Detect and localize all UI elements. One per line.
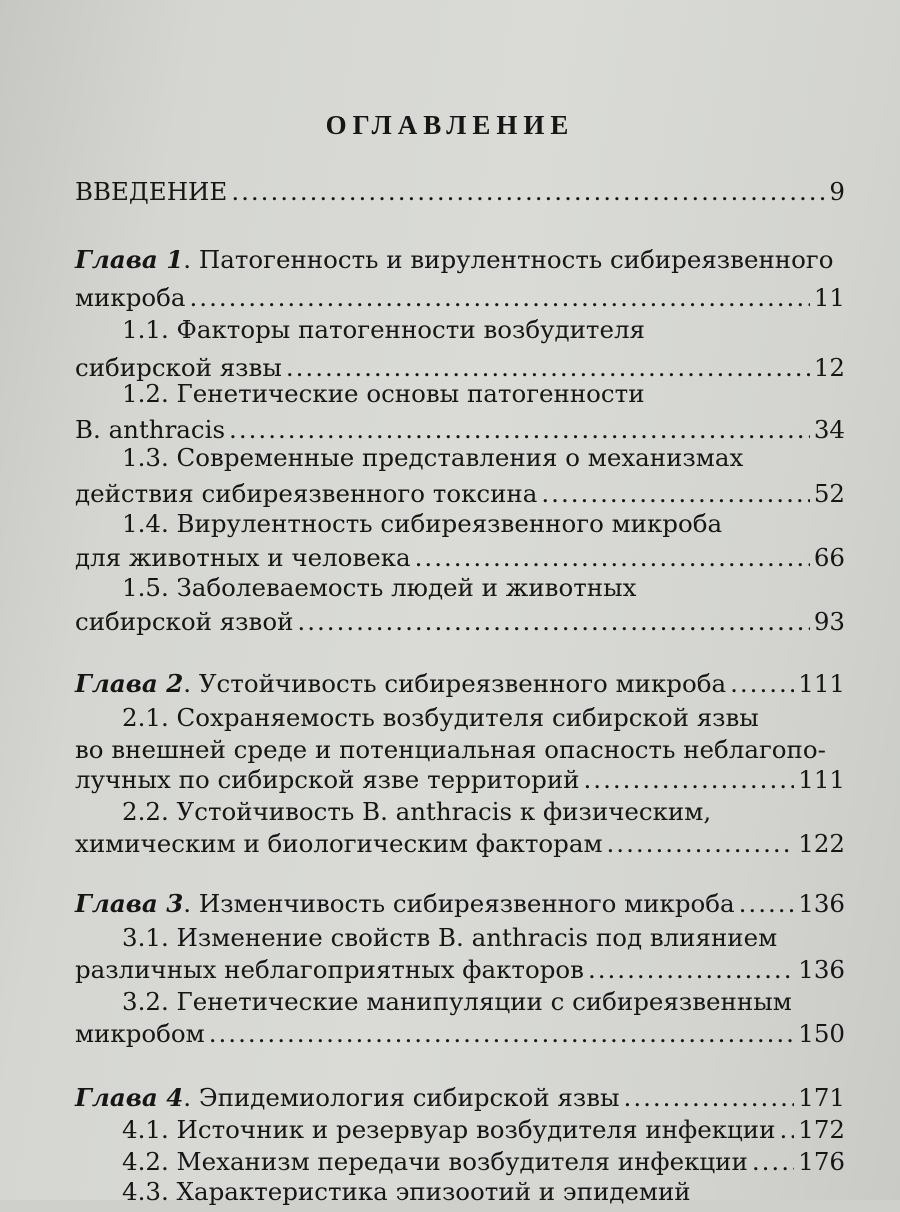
section-title: 4.2. Механизм передачи возбудителя инфекции [122, 1147, 748, 1176]
chapter-title: . Эпидемиология сибирской язвы [183, 1083, 620, 1112]
section-title: 2.2. Устойчивость B. anthracis к физическим, [122, 797, 712, 826]
chapter-title: микроба [75, 283, 186, 312]
leader-dots [231, 172, 825, 211]
section-title: сибирской язвы [75, 353, 282, 382]
page-number: 150 [798, 1019, 845, 1048]
section-title: во внешней среде и потенциальная опасность неблагопо- [75, 735, 826, 764]
section-title: 4.3. Характеристика эпизоотий и эпидемий [122, 1177, 691, 1206]
page-number: 176 [798, 1147, 845, 1176]
section-entry [75, 374, 845, 414]
section-entry-cont [75, 1014, 845, 1054]
section-title: 1.2. Генетические основы патогенности [122, 379, 645, 408]
toc-title: ОГЛАВЛЕНИЕ [325, 110, 575, 140]
page-number: 122 [798, 829, 845, 858]
section-title: различных неблагоприятных факторов [75, 955, 584, 984]
chapter-label: Глава 1 [75, 245, 184, 274]
section-title: 1.5. Заболеваемость людей и животных [122, 573, 637, 602]
section-title: действия сибиреязвенного токсина [75, 479, 538, 508]
section-entry [75, 438, 845, 478]
page-number: 136 [798, 955, 845, 984]
section-title: 1.1. Факторы патогенности возбудителя [122, 315, 646, 344]
chapter-title: . Патогенность и вирулентность сибиреязвенного [183, 245, 834, 274]
page-number: 136 [798, 889, 845, 918]
chapter-label: Глава 4 [75, 1083, 184, 1112]
section-title: 2.1. Сохраняемость возбудителя сибирской язвы [122, 703, 759, 732]
chapter-title: . Изменчивость сибиреязвенного микроба [183, 889, 735, 918]
section-title: 1.3. Современные представления о механизмах [122, 443, 744, 472]
section-entry [75, 1172, 845, 1212]
section-title: лучных по сибирской язве территорий [75, 765, 580, 794]
chapter-label: Глава 3 [75, 889, 184, 918]
leader-dots [297, 602, 809, 641]
page-number: 12 [813, 353, 845, 382]
section-title: сибирской язвой [75, 607, 294, 636]
entry-title: ВВЕДЕНИЕ [75, 177, 228, 206]
page-number: 93 [813, 607, 845, 636]
page-number: 9 [829, 177, 845, 206]
section-title: микробом [75, 1019, 205, 1048]
section-title: для животных и человека [75, 543, 411, 572]
section-title: B. anthracis [75, 415, 226, 444]
chapter-heading [75, 240, 845, 280]
section-title: 1.4. Вирулентность сибиреязвенного микроба [122, 509, 723, 538]
section-title: 4.1. Источник и резервуар возбудителя инфекции [122, 1115, 776, 1144]
section-title: 3.2. Генетические манипуляции с сибиреязвенным [122, 987, 792, 1016]
page-number: 172 [798, 1115, 845, 1144]
section-entry-cont [75, 602, 845, 642]
leader-dots [209, 1014, 795, 1053]
section-entry [75, 310, 845, 350]
page-number: 52 [813, 479, 845, 508]
page-number: 111 [798, 669, 845, 698]
chapter-label: Глава 2 [75, 669, 184, 698]
page-number: 34 [813, 415, 845, 444]
page-number: 171 [798, 1083, 845, 1112]
section-title: химическим и биологическим факторам [75, 829, 603, 858]
leader-dots [607, 824, 795, 863]
section-title: 3.1. Изменение свойств B. anthracis под влиянием [122, 923, 778, 952]
toc-entry-intro [75, 172, 845, 212]
page-number: 66 [813, 543, 845, 572]
section-entry-cont [75, 824, 845, 864]
chapter-title: . Устойчивость сибиреязвенного микроба [183, 669, 727, 698]
page-number: 111 [798, 765, 845, 794]
page-number: 11 [813, 283, 845, 312]
